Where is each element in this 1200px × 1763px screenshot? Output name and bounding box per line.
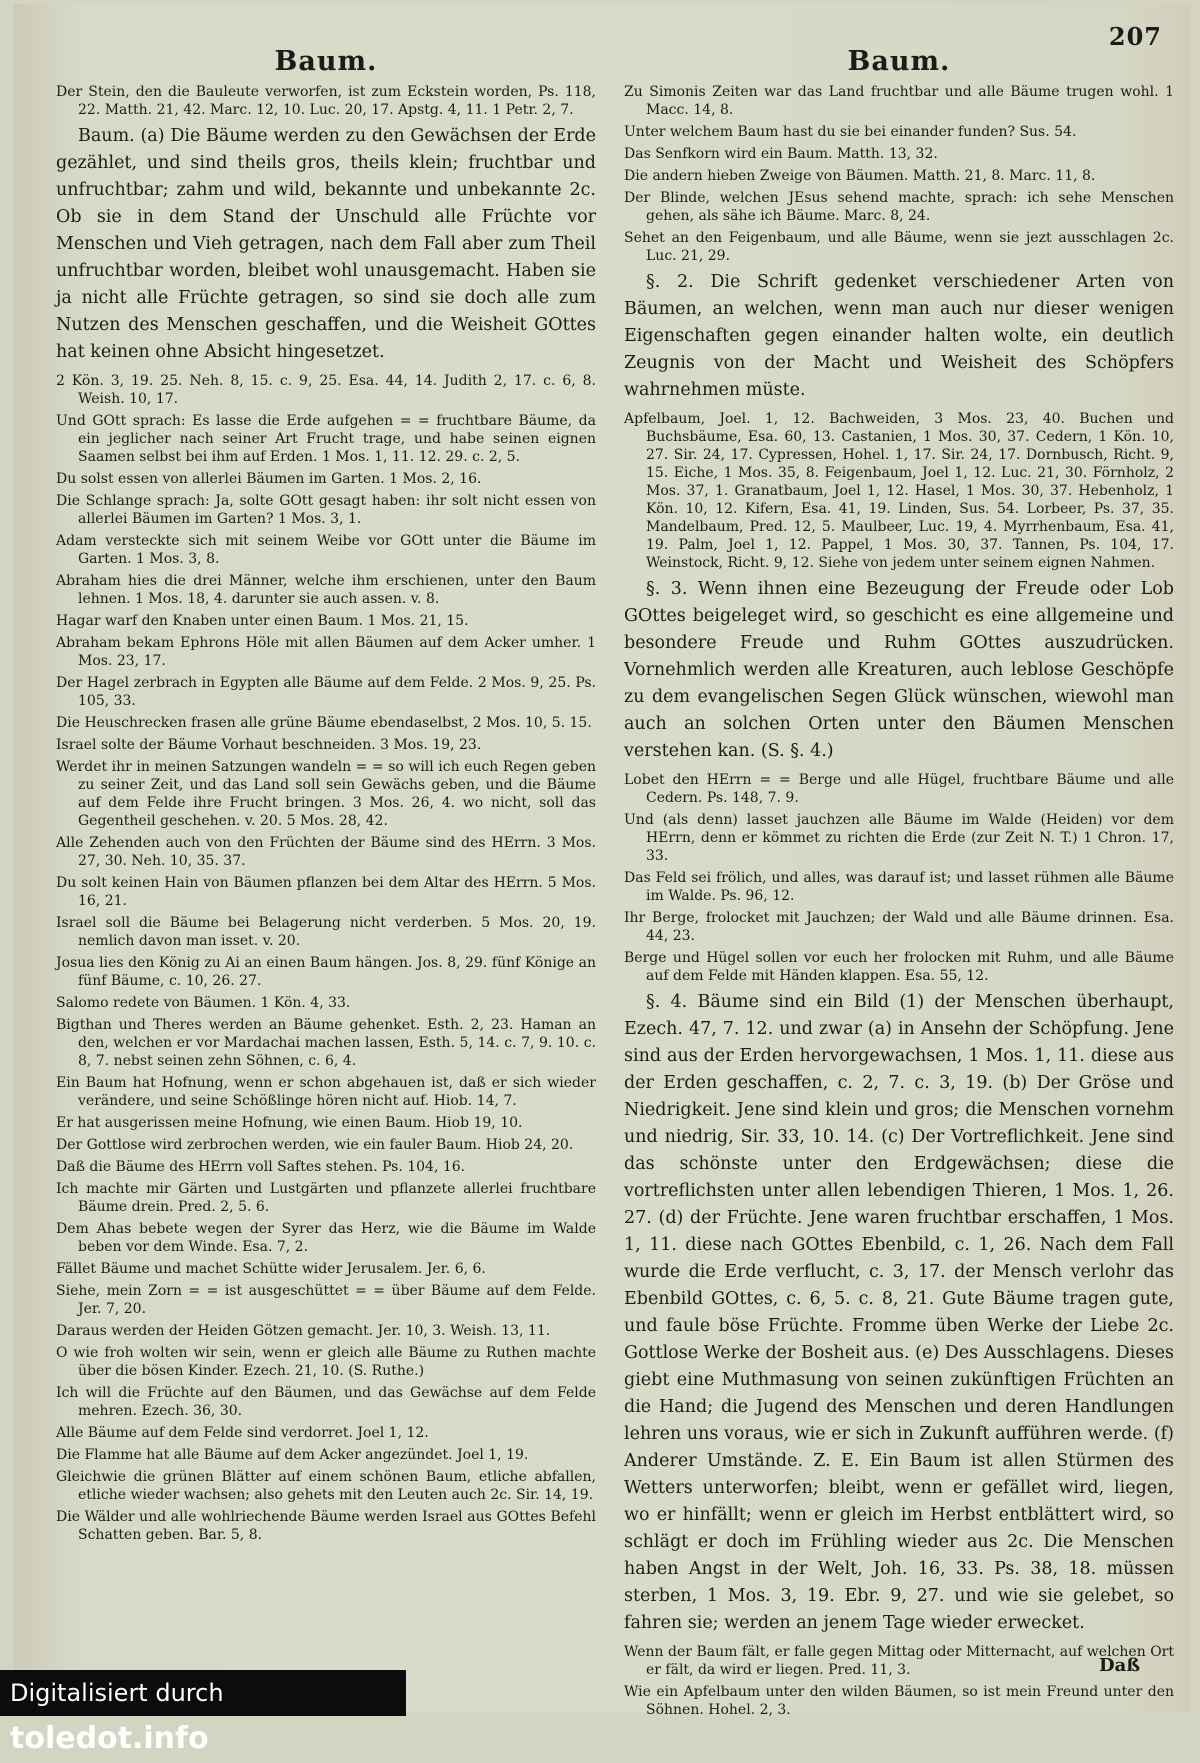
scripture-entry: Siehe, mein Zorn = = ist ausgeschüttet = = über Bäume auf dem Felde. Jer. 7, 20. bbox=[56, 1283, 596, 1317]
scripture-entry: Und (als denn) lasset jauchzen alle Bäume im Walde (Heiden) vor dem HErrn, denn er kömmet zu richten die Erde (zur Zeit N. T.) 1 Chron. 17, 33. bbox=[624, 812, 1174, 864]
scripture-entry: Der Hagel zerbrach in Egypten alle Bäume auf dem Felde. 2 Mos. 9, 25. Ps. 105, 33. bbox=[56, 675, 596, 709]
scripture-entry: Wie ein Apfelbaum unter den wilden Bäumen, so ist mein Freund unter den Söhnen. Hohel. 2, 3. bbox=[624, 1684, 1174, 1718]
catchword: Daß bbox=[1099, 1655, 1140, 1676]
scripture-entry: Adam versteckte sich mit seinem Weibe vor GOtt unter die Bäume im Garten. 1 Mos. 3, 8. bbox=[56, 533, 596, 567]
paragraph: §. 3. Wenn ihnen eine Bezeugung der Freude oder Lob GOttes beigeleget wird, so geschicht es eine allgemeine und besondere Freude und Ruhm GOttes auszudrücken. Vornehmlich werden alle Kreaturen, auch leblose Geschöpfe zu dem evangelischen Segen Glück wünschen, wiewohl man auch an solchen Orten unter den Bäumen Menschen verstehen kan. (S. §. 4.) bbox=[624, 579, 1174, 761]
scripture-entry: Lobet den HErrn = = Berge und alle Hügel, fruchtbare Bäume und alle Cedern. Ps. 148, 7. 9. bbox=[624, 772, 1174, 806]
left-column-body bbox=[56, 83, 596, 1544]
scripture-entry: Abraham bekam Ephrons Höle mit allen Bäumen auf dem Acker umher. 1 Mos. 23, 17. bbox=[56, 635, 596, 669]
scripture-entry: Die andern hieben Zweige von Bäumen. Matth. 21, 8. Marc. 11, 8. bbox=[624, 168, 1096, 184]
scripture-entry: Zu Simonis Zeiten war das Land fruchtbar und alle Bäume trugen wohl. 1 Macc. 14, 8. bbox=[624, 84, 1174, 118]
scripture-entry: Das Senfkorn wird ein Baum. Matth. 13, 32. bbox=[624, 146, 938, 162]
scripture-entry: Wenn der Baum fält, er falle gegen Mittag oder Mitternacht, auf welchen Ort er fält, da wird er liegen. Pred. 11, 3. bbox=[624, 1644, 1174, 1678]
paragraph: §. 2. Die Schrift gedenket verschiedener Arten von Bäumen, an welchen, wenn man auch nur dieser wenigen Eigenschaften gegen einander halten wolte, ein deutlich Zeugnis von der Macht und Weisheit des Schöpfers wahrnehmen müste. bbox=[624, 272, 1174, 400]
left-column-heading: Baum. bbox=[274, 46, 378, 77]
scripture-entry: Die Wälder und alle wohlriechende Bäume werden Israel aus GOttes Befehl Schatten geben. Bar. 5, 8. bbox=[56, 1509, 596, 1543]
scripture-entry: Das Feld sei frölich, und alles, was darauf ist; und lasset rühmen alle Bäume im Walde. Ps. 96, 12. bbox=[624, 870, 1174, 904]
left-column bbox=[56, 46, 596, 1676]
scripture-entry: Bigthan und Theres werden an Bäume gehenket. Esth. 2, 23. Haman an den, welchen er vor Mardachai machen lassen, Esth. 5, 14. c. 7, 9. 10. c. 8, 7. nebst seinen zehn Söhnen, c. 6, 4. bbox=[56, 1017, 596, 1069]
scripture-entry: Ich machte mir Gärten und Lustgärten und pflanzete allerlei fruchtbare Bäume drein. Pred. 2, 5. 6. bbox=[56, 1181, 596, 1215]
scripture-entry: Die Schlange sprach: Ja, solte GOtt gesagt haben: ihr solt nicht essen von allerlei Bäumen im Garten? 1 Mos. 3, 1. bbox=[56, 493, 596, 527]
scripture-entry: Daß die Bäume des HErrn voll Saftes stehen. Ps. 104, 16. bbox=[56, 1159, 466, 1175]
scripture-entry: 2 Kön. 3, 19. 25. Neh. 8, 15. c. 9, 25. Esa. 44, 14. Judith 2, 17. c. 6, 8. Weish. 10, 17. bbox=[56, 373, 596, 407]
scripture-entry: Fället Bäume und machet Schütte wider Jerusalem. Jer. 6, 6. bbox=[56, 1261, 486, 1277]
scripture-entry: Alle Bäume auf dem Felde sind verdorret. Joel 1, 12. bbox=[56, 1425, 429, 1441]
scripture-entry: Du solt keinen Hain von Bäumen pflanzen bei dem Altar des HErrn. 5 Mos. 16, 21. bbox=[56, 875, 596, 909]
right-column bbox=[624, 46, 1174, 1718]
scripture-entry: Ich will die Früchte auf den Bäumen, und das Gewächse auf dem Felde mehren. Ezech. 36, 30. bbox=[56, 1385, 596, 1419]
paragraph: §. 4. Bäume sind ein Bild (1) der Menschen überhaupt, Ezech. 47, 7. 12. und zwar (a) in Ansehn der Schöpfung. Jene sind aus der Erden hervorgewachsen, 1 Mos. 1, 11. diese aus der Erden geschaffen, c. 2, 7. c. 3, 19. (b) Der Gröse und Niedrigkeit. Jene sind klein und gros; die Menschen vornehm und niedrig, Sir. 33, 10. 14. (c) Der Vortreflichkeit. Jene sind das schönste unter den Erdgewächsen; diese die vortreflichsten unter allen lebendigen Thieren, 1 Mos. 1, 26. 27. (d) der Früchte. Jene waren fruchtbar erschaffen, 1 Mos. 1, 11. diese nach GOttes Ebenbild, c. 1, 26. Nach dem Fall wurde die Erde verflucht, c. 3, 17. der Mensch verlohr das Ebenbild GOttes, c. 6, 5. c. 8, 21. Gute Bäume tragen gute, und faule böse Früchte. Fromme üben Werke der Liebe 2c. Gottlose Werke der Bosheit aus. (e) Des Ausschlagens. Dieses giebt eine Muthmasung von seinen zukünftigen Früchten an die Hand; die Jugend des Menschen und deren Handlungen lehren uns voraus, wie er sich in Zukunft aufführen werde. (f) Anderer Umstände. Z. E. Ein Baum ist allen Stürmen des Wetters unterworfen; bleibt, wenn er gefället wird, liegen, wo er hinfällt; wenn er gleich im Herbst entblättert wird, so schlägt er doch im Frühling wieder aus 2c. Die Menschen haben Angst in der Welt, Joh. 16, 33. Ps. 38, 18. müssen sterben, 1 Mos. 3, 19. Ebr. 9, 27. und wie sie gelebet, so fahren sie; werden an jenem Tage wieder erwecket. bbox=[624, 992, 1174, 1633]
right-column-body bbox=[624, 83, 1174, 1719]
scripture-entry: Apfelbaum, Joel. 1, 12. Bachweiden, 3 Mos. 23, 40. Buchen und Buchsbäume, Esa. 60, 13. Castanien, 1 Mos. 30, 37. Cedern, 1 Kön. 10, 27. Sir. 24, 17. Cypressen, Hohel. 1, 17. Sir. 24, 17. Dornbusch, Richt. 9, 15. Eiche, 1 Mos. 35, 8. Feigenbaum, Joel 1, 12. Luc. 21, 30. Förnholz, 2 Mos. 37, 1. Granatbaum, Joel 1, 12. Hasel, 1 Mos. 30, 37. Hebenholz, 1 Kön. 10, 12. Kifern, Esa. 41, 19. Linden, Sus. 54. Lorbeer, Ps. 37, 35. Mandelbaum, Pred. 12, 5. Maulbeer, Luc. 19, 4. Myrrhenbaum, Esa. 41, 19. Palm, Joel 1, 12. Pappel, 1 Mos. 30, 37. Tannen, Ps. 104, 17. Weinstock, Richt. 9, 12. Siehe von jedem unter seinem eignen Nahmen. bbox=[624, 411, 1174, 571]
scripture-entry: O wie froh wolten wir sein, wenn er gleich alle Bäume zu Ruthen machte über die bösen Kinder. Ezech. 21, 10. (S. Ruthe.) bbox=[56, 1345, 596, 1379]
scripture-entry: Israel soll die Bäume bei Belagerung nicht verderben. 5 Mos. 20, 19. nemlich davon man isset. v. 20. bbox=[56, 915, 596, 949]
banner-prefix: Digitalisiert durch bbox=[10, 1679, 224, 1707]
scripture-entry: Salomo redete von Bäumen. 1 Kön. 4, 33. bbox=[56, 995, 351, 1011]
scripture-entry: Sehet an den Feigenbaum, und alle Bäume, wenn sie jezt ausschlagen 2c. Luc. 21, 29. bbox=[624, 230, 1174, 264]
scripture-entry: Du solst essen von allerlei Bäumen im Garten. 1 Mos. 2, 16. bbox=[56, 471, 482, 487]
right-column-heading: Baum. bbox=[847, 46, 951, 77]
paragraph: Baum. (a) Die Bäume werden zu den Gewächsen der Erde gezählet, und sind theils gros, theils klein; fruchtbar und unfruchtbar; zahm und wild, bekannte und unbekannte 2c. Ob sie in dem Stand der Unschuld alle Früchte vor Menschen und Vieh getragen, nach dem Fall aber zum Theil unfruchtbar worden, bleibet wohl unausgemacht. Haben sie ja nicht alle Früchte getragen, so sind sie doch alle zum Nutzen des Menschen geschaffen, und die Weisheit GOttes hat keinen ohne Absicht hingesetzet. bbox=[56, 126, 596, 362]
scripture-entry: Der Blinde, welchen JEsus sehend machte, sprach: ich sehe Menschen gehen, als sähe ich Bäume. Marc. 8, 24. bbox=[624, 190, 1174, 224]
scripture-entry: Israel solte der Bäume Vorhaut beschneiden. 3 Mos. 19, 23. bbox=[56, 737, 482, 753]
banner-site-link[interactable]: toledot.info bbox=[10, 1721, 209, 1756]
scripture-entry: Abraham hies die drei Männer, welche ihm erschienen, unter den Baum lehnen. 1 Mos. 18, 4. darunter sie auch assen. v. 8. bbox=[56, 573, 596, 607]
scripture-entry: Der Stein, den die Bauleute verworfen, ist zum Eckstein worden, Ps. 118, 22. Matth. 21, 42. Marc. 12, 10. Luc. 20, 17. Apstg. 4, 11. 1 Petr. 2, 7. bbox=[56, 84, 596, 118]
scripture-entry: Josua lies den König zu Ai an einen Baum hängen. Jos. 8, 29. fünf Könige an fünf Bäume, c. 10, 26. 27. bbox=[56, 955, 596, 989]
scripture-entry: Ein Baum hat Hofnung, wenn er schon abgehauen ist, daß er sich wieder verändere, und seine Schößlinge hören nicht auf. Hiob. 14, 7. bbox=[56, 1075, 596, 1109]
scripture-entry: Werdet ihr in meinen Satzungen wandeln = = so will ich euch Regen geben zu seiner Zeit, und das Land soll sein Gewächs geben, und die Bäume auf dem Felde ihre Frucht bringen. 3 Mos. 26, 4. wo nicht, soll das Gegentheil geschehen. v. 20. 5 Mos. 28, 42. bbox=[56, 759, 596, 829]
scripture-entry: Er hat ausgerissen meine Hofnung, wie einen Baum. Hiob 19, 10. bbox=[56, 1115, 523, 1131]
scripture-entry: Dem Ahas bebete wegen der Syrer das Herz, wie die Bäume im Walde beben vor dem Winde. Esa. 7, 2. bbox=[56, 1221, 596, 1255]
scripture-entry: Unter welchem Baum hast du sie bei einander funden? Sus. 54. bbox=[624, 124, 1077, 140]
scripture-entry: Gleichwie die grünen Blätter auf einem schönen Baum, etliche abfallen, etliche wieder wachsen; also gehets mit den Leuten auch 2c. Sir. 14, 19. bbox=[56, 1469, 596, 1503]
scripture-entry: Berge und Hügel sollen vor euch her frolocken mit Ruhm, und alle Bäume auf dem Felde mit Händen klappen. Esa. 55, 12. bbox=[624, 950, 1174, 984]
scripture-entry: Die Heuschrecken frasen alle grüne Bäume ebendaselbst, 2 Mos. 10, 5. 15. bbox=[56, 715, 592, 731]
scripture-entry: Ihr Berge, frolocket mit Jauchzen; der Wald und alle Bäume drinnen. Esa. 44, 23. bbox=[624, 910, 1174, 944]
scripture-entry: Daraus werden der Heiden Götzen gemacht. Jer. 10, 3. Weish. 13, 11. bbox=[56, 1323, 551, 1339]
scripture-entry: Der Gottlose wird zerbrochen werden, wie ein fauler Baum. Hiob 24, 20. bbox=[56, 1137, 574, 1153]
book-page bbox=[14, 4, 1190, 1718]
scripture-entry: Die Flamme hat alle Bäume auf dem Acker angezündet. Joel 1, 19. bbox=[56, 1447, 529, 1463]
page-number: 207 bbox=[1108, 22, 1162, 51]
scripture-entry: Hagar warf den Knaben unter einen Baum. 1 Mos. 21, 15. bbox=[56, 613, 469, 629]
scripture-entry: Alle Zehenden auch von den Früchten der Bäume sind des HErrn. 3 Mos. 27, 30. Neh. 10, 35. 37. bbox=[56, 835, 596, 869]
scripture-entry: Und GOtt sprach: Es lasse die Erde aufgehen = = fruchtbare Bäume, da ein jeglicher nach seiner Art Frucht trage, und habe seinen eignen Saamen selbst bei ihm auf Erden. 1 Mos. 1, 11. 12. 29. c. 2, 5. bbox=[56, 413, 596, 465]
digitization-banner[interactable] bbox=[0, 1670, 406, 1756]
